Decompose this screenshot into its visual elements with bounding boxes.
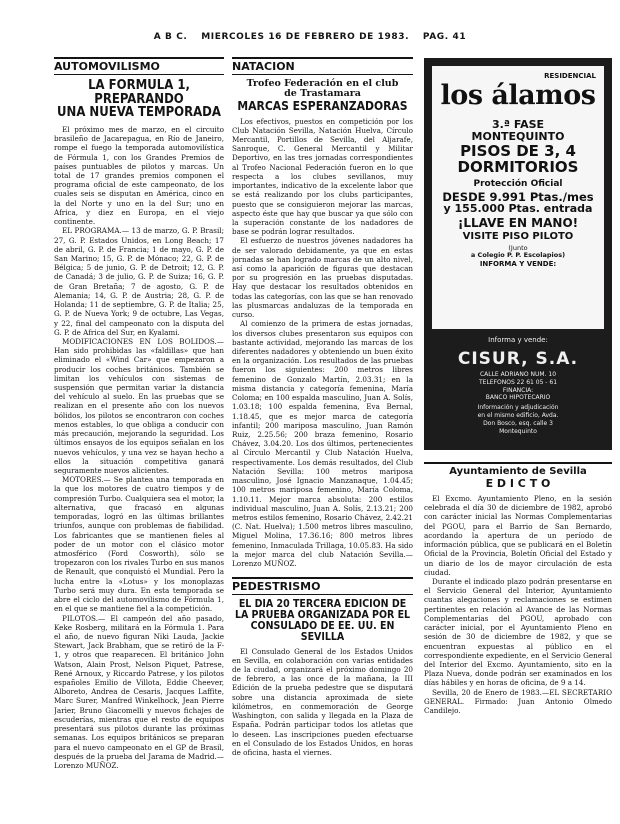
left-column — [54, 57, 224, 809]
headline-pedestrismo-line2: LA PRUEBA ORGANIZADA POR EL — [234, 608, 411, 621]
section-title-pedestrismo: PEDESTRISMO — [232, 577, 413, 595]
edicto-notice — [424, 462, 612, 717]
ad-address-8: Montequinto — [499, 427, 537, 435]
ad-address-6: en el mismo edificio, Avda. — [477, 412, 559, 420]
headline-marcas: MARCAS ESPERANZADORAS — [237, 98, 408, 113]
edicto-title-line1: Ayuntamiento de Sevilla — [424, 462, 612, 477]
middle-column — [232, 57, 413, 809]
ad-pisos: PISOS DE 3, 4 — [460, 142, 576, 161]
paper-name: A B C. — [153, 32, 188, 42]
residencial-label: RESIDENCIAL — [544, 72, 596, 80]
edicto-signature: Sevilla, 20 de Enero de 1983.—EL SECRETARIO GENERAL. Firmado: Juan Antonio Olmedo Candilejo. — [424, 687, 612, 716]
ad-address-2: TELEFONOS 22 61 05 - 61 — [478, 378, 558, 386]
ad-address-5: Información y adjudicación — [477, 404, 559, 412]
paragraph: El Excmo. Ayuntamiento Pleno, en la sesión celebrada el día 30 de diciembre de 1982, aprobó con carácter inicial las Normas Complementarias del PGOU, para el Barrio de San Bernardo, acordando la apertura de un período de información pública, que se publicará en el Boletín Oficial de la Provincia, Boletín Oficial del Estado y un diario de los de mayor circulación de esta ciudad. — [424, 494, 612, 577]
section-title-automovilismo: AUTOMOVILISMO — [54, 57, 224, 75]
headline-pedestrismo-line3: CONSULADO DE EE. UU. EN — [250, 619, 395, 632]
headline-formula1-line2: UNA NUEVA TEMPORADA — [57, 105, 221, 121]
paragraph: Los efectivos, puestos en competición por los Club Natación Sevilla, Natación Huelva, Círculo Mercantil, Portillos de Sevilla, del Aljarafe, Sanroque, C. General Mercantil y Militar Deportivo, en las tres jornadas correspondientes al Trofeo Nacional Federación fueron en lo que respecta a los clubes sevillanos, muy importantes, indicativo de la excelente labor que se está realizando por los clubs participantes, puesto que se consiguieron mejorar las marcas, aspecto éste que hay que buscar ya que sólo con la superación constante de los nadadores de base se podrán lograr resultados. — [232, 116, 413, 237]
ad-address-3: FINANCIA: — [502, 386, 534, 394]
paragraph: EL PROGRAMA.— 13 de marzo, G. P. Brasil; 27, G. P. Estados Unidos, en Long Beach; 17 de abril, G. P. de Francia; 1 de mayo, G. P. de San Marino; 15, G. P. de Mónaco; 22, G. P. de Bélgica; 5 de junio, G. P. de Detroit; 12, G. P. de Canadá; 3 de julio, G. P. de Suiza; 16, G. P. de Gran Bretaña; 7 de agosto, G. P. de Alemania; 14, G. P. de Austria; 28, G. P. de Holanda; 11 de septiembre, G. P. de Italia; 25, G. P. de Nueva York; 9 de octubre, Las Vegas, y 22, final del campeonato con la disputa del G. P. de Africa del Sur, en Kyalami. — [54, 226, 224, 337]
article-pedestrismo — [232, 647, 413, 758]
headline-pedestrismo-line4: SEVILLA — [300, 630, 345, 643]
los-alamos-logo: los álamos — [440, 80, 596, 111]
ad-address-4: BANCO HIPOTECARIO — [485, 394, 551, 402]
article-natacion — [232, 117, 413, 575]
page-date: MIERCOLES 16 DE FEBRERO DE 1983. — [201, 32, 410, 42]
paragraph: Al comienzo de la primera de estas jornadas, los diversos clubes presentaron sus equipos con bastante actividad, mejorando las marcas de los diferentes nadadores y obteniendo un buen éxito en la organización. Los resultados de las pruebas fueron los siguientes: 200 metros libres femenino de Gonzalo Martín, 2.03.31; en la misma distancia y categoría femenina, María Coloma; en 100 espalda masculino, Juan A. Solís, 1.03.18; 100 espalda femenina, Eva Bernal, 1.18.45, que es mejor marca de categoría infantil; 200 mariposa masculino, Juan Ramón Ruiz, 2.25.56; 200 braza femenino, Rosario Chávez, 3.04.20. Los dos últimos, pertenecientes al Círculo Mercantil y Club Natación Huelva, respectivamente. Los demás resultados, del Club Natación Sevilla: 100 metros mariposa masculino, José Ignacio Manzanaque, 1.04.45; 100 metros mariposa femenino, María Coloma, 1.10.11. Mejor marca absoluta: 200 estilos individual masculino, Juan A. Solís, 2.13.21; 200 metros estilos femenino, Rosario Chávez, 2.42.21 (C. Nat. Huelva); 1.500 metros libres masculino, Miguel Molina, 17.36.16; 800 metros libres femenino, Inmaculada Trillaga, 10.05.83. Ha sido la mejor marca del club Natación Sevilla.—Lorenzo MUÑOZ. — [232, 319, 413, 569]
paragraph: El próximo mes de marzo, en el circuito brasileño de Jacarepagua, en Río de Janeiro, rompe el fuego la temporada automovilística de Fórmula 1, con los Grandes Premios de países puntuables de pilotos y marcas. Un total de 17 grandes premios componen el programa oficial de este campeonato, de los cuales seis se disputan en América, cinco en la del Norte y uno en la del Sur; uno en Africa, y diez en Europa, en el viejo continente. — [54, 124, 224, 227]
paragraph: MOTORES.— Se plantea una temporada en la que los motores de cuatro tiempos y de compresión Turbo. Cualquiera sea el motor, la alternativa, que fracasó en algunas temporadas, logró en las últimas brillantes triunfos, aunque con problemas de fiabilidad. Los fabricantes que se mantienen fieles al poder de un motor con el clásico motor atmosférico (Ford Cosworth), sólo se tropezaron con los rivales Turbo en sus manos de Renault, que conquistó el Mundial. Pero la lucha entre la «Lotus» y los monoplazas Turbo será muy dura. En esta temporada se abre el ciclo del automovilismo de Fórmula 1, en el que se mantiene fiel a la competición. — [54, 475, 224, 614]
ad-white-panel — [432, 66, 604, 329]
ad-junto-2: a Colegio P. P. Escolapios) — [470, 250, 566, 259]
ad-informa-vende: Informa y vende: — [488, 336, 548, 344]
ad-piloto: VISITE PISO PILOTO — [462, 231, 574, 243]
ad-entrada: y 155.000 Ptas. entrada — [443, 202, 593, 216]
ad-junto-1: (Junto — [508, 243, 528, 252]
ad-desde: DESDE 9.991 Ptas./mes — [442, 190, 594, 205]
ad-address-1: CALLE ADRIANO NUM. 10 — [479, 371, 557, 379]
section-title-natacion: NATACION — [232, 57, 413, 75]
ad-location: MONTEQUINTO — [471, 129, 565, 143]
paragraph: El esfuerzo de nuestros jóvenes nadadores ha de ser valorado debidamente, ya que en estas jornadas se han logrado marcas de un alto nivel, así como la aparición de figuras que destacan por su progresión en las pruebas disputadas. Hay que destacar los resultados obtenidos en todas las categorías, con las que se han renovado las plusmarcas andaluzas de la temporada en curso. — [232, 236, 413, 320]
headline-pedestrismo-line1: EL DIA 20 TERCERA EDICION DE — [238, 597, 407, 610]
page-header — [0, 32, 620, 42]
edicto-title-line2: E D I C T O — [485, 477, 551, 490]
ad-fase: 3.ª FASE — [491, 118, 545, 131]
ad-llave: ¡LLAVE EN MANO! — [457, 215, 579, 230]
ad-cisur-block — [424, 336, 612, 435]
advertisement-los-alamos — [424, 58, 612, 450]
paragraph: Durante el indicado plazo podrán presentarse en el Servicio General del Interior, Ayuntamiento cuantas alegaciones y reclamaciones se estimen pertinentes en relación al Avance de las Normas Complementarias del PGOU, aprobado con carácter inicial, por el Ayuntamiento Pleno en sesión de 30 de diciembre de 1982, y que se encuentran expuestas al público en el correspondiente expediente, en el Servicio General del Interior del Excmo. Ayuntamiento, sito en la Plaza Nueva, donde podrán ser examinados en los días hábiles y en horas de oficina, de 9 a 14. — [424, 576, 612, 688]
ad-address-7: Don Bosco, esq. calle 3 — [483, 419, 553, 427]
subheadline-line1: Trofeo Federación en el club — [246, 78, 399, 89]
ad-dormitorios: DORMITORIOS — [457, 157, 579, 176]
page-number: PAG. 41 — [422, 32, 467, 42]
ad-proteccion: Protección Oficial — [473, 178, 563, 189]
article-formula1 — [54, 125, 224, 770]
subheadline-line2: de Trastamara — [284, 87, 361, 99]
paragraph: MODIFICACIONES EN LOS BOLIDOS.— Han sido prohibidas las «faldillas» que han eliminado el «Wind Car» que empezaron a producir los coches británicos. También se limitan los vehículos con sistemas de suspensión que permitan variar la distancia del vehículo al suelo. En las pruebas que se realizan en el presente año con los nuevos bólidos, los pilotos se encontraron con coches menos estables, lo que obliga a conducir con más precaución, mejorando la seguridad. Los últimos ensayos de los equipos señalan en los nuevos vehículos, y una vez se hayan hecho a ellos la situación competitiva ganará seguramente nuevos alicientes. — [54, 336, 224, 476]
paragraph: PILOTOS.— El campeón del año pasado, Keke Rosberg, militará en la Fórmula 1. Para el año, de nuevo figuran Niki Lauda, Jackie Stewart, Jack Brabham, que se retiró de la F-1, y otros que reaparecen. El británico John Watson, Alain Prost, Nelson Piquet, Patrese, René Arnoux, y Riccardo Patrese, y los pilotos españoles Emilio de Villota, Eddie Cheever, Alboreto, Andrea de Cesaris, Jacques Laffite, Marc Surer, Manfred Winkelhock, Jean Pierre Jarier, Bruno Giacomelli y nuevos fichajes de escuderías, mientras que el resto de equipos presentará sus pilotos durante las próximas semanas. Los equipos británicos se preparan para el nuevo campeonato en el GP de Brasil, después de la prueba del Jarama de Madrid.—Lorenzo MUÑOZ. — [54, 613, 224, 771]
edicto-body — [424, 494, 612, 715]
ad-informa: INFORMA Y VENDE: — [479, 260, 557, 269]
paragraph: El Consulado General de los Estados Unidos en Sevilla, en colaboración con varias entidades de la ciudad, organizará el próximo domingo 20 de febrero, a las once de la mañana, la III Edición de la prueba pedestre que se disputará sobre una distancia aproximada de siete kilómetros, en conmemoración de George Washington, con salida y llegada en la Plaza de España. Podrán participar todos los atletas que lo deseen. Las inscripciones pueden efectuarse en el Consulado de los Estados Unidos, en horas de oficina, hasta el viernes. — [232, 646, 413, 757]
headline-formula1-line1: LA FORMULA 1, PREPARANDO — [88, 78, 190, 107]
cisur-logo: CISUR, S.A. — [457, 349, 579, 370]
